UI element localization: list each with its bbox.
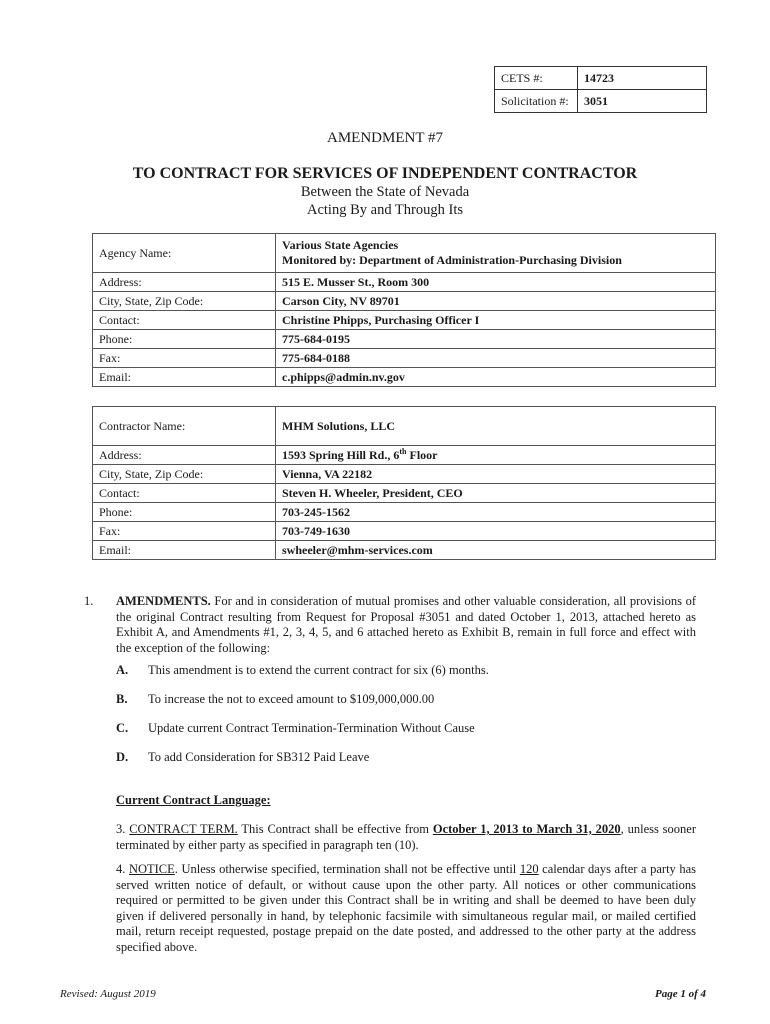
contractor-address-tail: Floor	[406, 448, 438, 462]
amendments-paragraph	[116, 594, 696, 656]
cets-value: 14723	[578, 67, 707, 90]
contractor-address-value	[276, 446, 716, 465]
contractor-name-value: MHM Solutions, LLC	[276, 407, 716, 446]
agency-contact-value: Christine Phipps, Purchasing Officer I	[276, 311, 716, 330]
item-text: Update current Contract Termination-Termination Without Cause	[148, 721, 475, 735]
agency-name-line2: Monitored by: Department of Administration-Purchasing Division	[282, 253, 622, 267]
contractor-fax-label: Fax:	[93, 522, 276, 541]
section-number: 1.	[84, 594, 94, 608]
contractor-name-label: Contractor Name:	[93, 407, 276, 446]
agency-name-line1: Various State Agencies	[282, 238, 399, 252]
agency-email-label: Email:	[93, 368, 276, 387]
contract-title: TO CONTRACT FOR SERVICES OF INDEPENDENT CONTRACTOR	[132, 165, 638, 182]
item-letter: B.	[116, 692, 128, 706]
contractor-city-value: Vienna, VA 22182	[276, 465, 716, 484]
page-number: Page 1 of 4	[654, 988, 706, 1000]
contractor-phone-value: 703-245-1562	[276, 503, 716, 522]
p4-text-a: . Unless otherwise specified, termination shall not be effective until	[174, 862, 520, 876]
p4-number: 4.	[116, 862, 129, 876]
contractor-address-sup: th	[399, 447, 407, 456]
item-letter: D.	[116, 750, 129, 764]
p3-start-date: October 1, 2013	[432, 822, 519, 836]
agency-table	[92, 233, 716, 387]
agency-address-label: Address:	[93, 273, 276, 292]
contractor-address-label: Address:	[93, 446, 276, 465]
p3-to: to	[518, 822, 537, 836]
agency-city-value: Carson City, NV 89701	[276, 292, 716, 311]
contractor-address-main: 1593 Spring Hill Rd., 6	[282, 448, 400, 462]
between-line: Between the State of Nevada	[300, 184, 470, 200]
agency-fax-value: 775-684-0188	[276, 349, 716, 368]
item-text: To add Consideration for SB312 Paid Leave	[148, 750, 370, 764]
notice-paragraph	[116, 862, 696, 955]
contractor-city-label: City, State, Zip Code:	[93, 465, 276, 484]
amendment-item-b	[116, 692, 434, 707]
item-text: To increase the not to exceed amount to $109,000,000.00	[148, 692, 435, 706]
p3-heading: CONTRACT TERM.	[129, 822, 238, 836]
solicitation-value: 3051	[578, 90, 707, 113]
solicitation-label: Solicitation #:	[495, 90, 578, 113]
contractor-contact-value: Steven H. Wheeler, President, CEO	[276, 484, 716, 503]
agency-email-value: c.phipps@admin.nv.gov	[276, 368, 716, 387]
acting-line: Acting By and Through Its	[307, 202, 463, 218]
amendment-item-c	[116, 721, 475, 736]
amendment-item-d	[116, 750, 369, 765]
agency-phone-value: 775-684-0195	[276, 330, 716, 349]
p3-text-a: This Contract shall be effective from	[237, 822, 433, 836]
amendments-text: For and in consideration of mutual promises and other valuable consideration, all provisions of the original Contract resulting from Request for Proposal #3051 and dated October 1, 2013, attached hereto as Exhibit A, and Amendments #1, 2, 3, 4, 5, and 6 attached hereto as Exhibit B, remain in full force and effect with the exception of the following:	[116, 594, 696, 655]
p4-days: 120	[519, 862, 539, 876]
item-letter: C.	[116, 721, 129, 735]
contractor-phone-label: Phone:	[93, 503, 276, 522]
amendments-heading: AMENDMENTS.	[116, 594, 211, 608]
agency-city-label: City, State, Zip Code:	[93, 292, 276, 311]
agency-contact-label: Contact:	[93, 311, 276, 330]
contractor-table	[92, 406, 716, 560]
amendment-title: AMENDMENT #7	[327, 130, 443, 146]
contractor-email-value: swheeler@mhm-services.com	[276, 541, 716, 560]
amendment-item-a	[116, 663, 489, 678]
revised-date: Revised: August 2019	[60, 988, 156, 1000]
p3-text-c: , unless sooner terminated by either party as specified in paragraph ten (10).	[116, 822, 697, 852]
item-text: This amendment is to extend the current contract for six (6) months.	[148, 663, 489, 677]
agency-phone-label: Phone:	[93, 330, 276, 349]
p4-heading: NOTICE	[128, 862, 175, 876]
contractor-email-label: Email:	[93, 541, 276, 560]
p3-end-date: March 31, 2020	[536, 822, 621, 836]
contractor-fax-value: 703-749-1630	[276, 522, 716, 541]
agency-name-value	[276, 234, 716, 273]
contract-term-paragraph	[116, 822, 696, 853]
p3-number: 3.	[116, 822, 130, 836]
agency-address-value: 515 E. Musser St., Room 300	[276, 273, 716, 292]
agency-name-label: Agency Name:	[93, 234, 276, 273]
contractor-contact-label: Contact:	[93, 484, 276, 503]
cets-box	[494, 66, 707, 113]
item-letter: A.	[116, 663, 129, 677]
cets-label: CETS #:	[495, 67, 578, 90]
current-language-heading: Current Contract Language:	[116, 793, 271, 807]
p4-text-b: calendar days after a party has served written notice of default, or without cause upon the other party. All notices or other communications required or permitted to be given under this Contract shall be in writing and shall be deemed to have been duly given if delivered personally in hand, by telephonic facsimile with simultaneous regular mail, or mailed certified mail, return receipt requested, postage prepaid on the date posted, and addressed to the other party at the address specified above.	[116, 862, 697, 954]
agency-fax-label: Fax:	[93, 349, 276, 368]
